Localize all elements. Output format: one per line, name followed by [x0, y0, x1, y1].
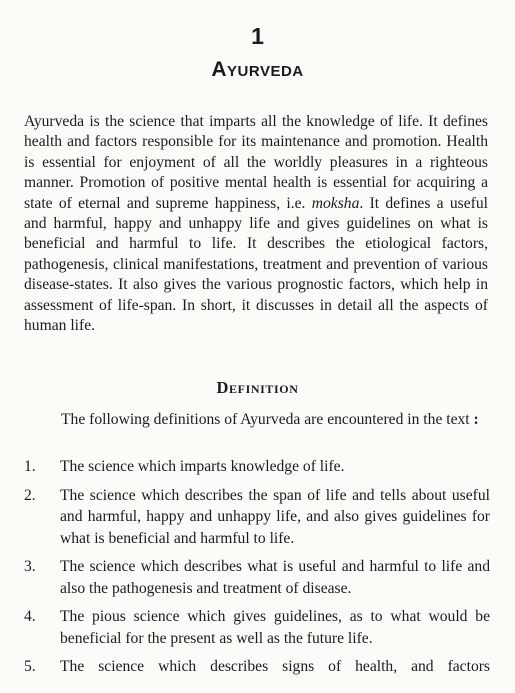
definition-item-1: [0, 456, 490, 478]
definition-list: [0, 456, 515, 685]
definition-item-number: 4.: [24, 608, 36, 625]
definition-item-number: 5.: [24, 658, 36, 675]
definition-item-text: The science which describes signs of health, and factors: [60, 658, 490, 675]
definition-item-4: [0, 606, 490, 649]
definition-heading: Definition: [216, 378, 299, 397]
chapter-number: 1: [251, 23, 264, 49]
definition-item-text: The science which describes the span of life and tells about useful and harmful, happy and unhappy life, and also gives guidelines for what is beneficial and harmful to life.: [60, 486, 490, 547]
intro-text-part-1: Ayurveda is the science that imparts all the knowledge of life. It defines health and factors responsible for its maintenance and promotion. Health is essential for enjoyment of all the worldly pleasures in a righteous manner. Promotion of positive mental health is essential for acquiring a state of eternal and supreme happiness, i.e.: [24, 113, 488, 212]
chapter-title: Ayurveda: [211, 58, 304, 81]
definition-item-5: [0, 656, 490, 678]
definition-item-text: The science which describes what is useful and harmful to life and also the pathogenesis and treatment of disease.: [60, 558, 490, 597]
definition-item-number: 1.: [24, 458, 36, 475]
definition-item-number: 2.: [24, 486, 36, 504]
definition-lead-colon: :: [473, 411, 479, 428]
definition-item-number: 3.: [24, 558, 36, 575]
definition-item-text: The pious science which gives guidelines, as to what would be beneficial for the present as well as the future life.: [60, 608, 490, 647]
intro-text-part-2: . It defines a useful and harmful, happy and unhappy life and gives guidelines on what is beneficial and harmful to life. It describes the etiological factors, pathogenesis, clinical manifestations, treatment and prevention of various disease-states. It also gives the various prognostic factors, which help in assessment of life-span. In short, it discusses in detail all the aspects of human life.: [24, 194, 488, 335]
definition-lead-text: The following definitions of Ayurveda are encountered in the text: [61, 411, 474, 428]
intro-emphasis-moksha: moksha: [311, 194, 360, 212]
definition-lead-paragraph: [24, 409, 490, 431]
definition-item-2: [0, 485, 490, 550]
intro-paragraph: [24, 112, 488, 336]
definition-item-3: [0, 556, 490, 599]
definition-item-text: The science which imparts knowledge of life.: [60, 458, 345, 475]
